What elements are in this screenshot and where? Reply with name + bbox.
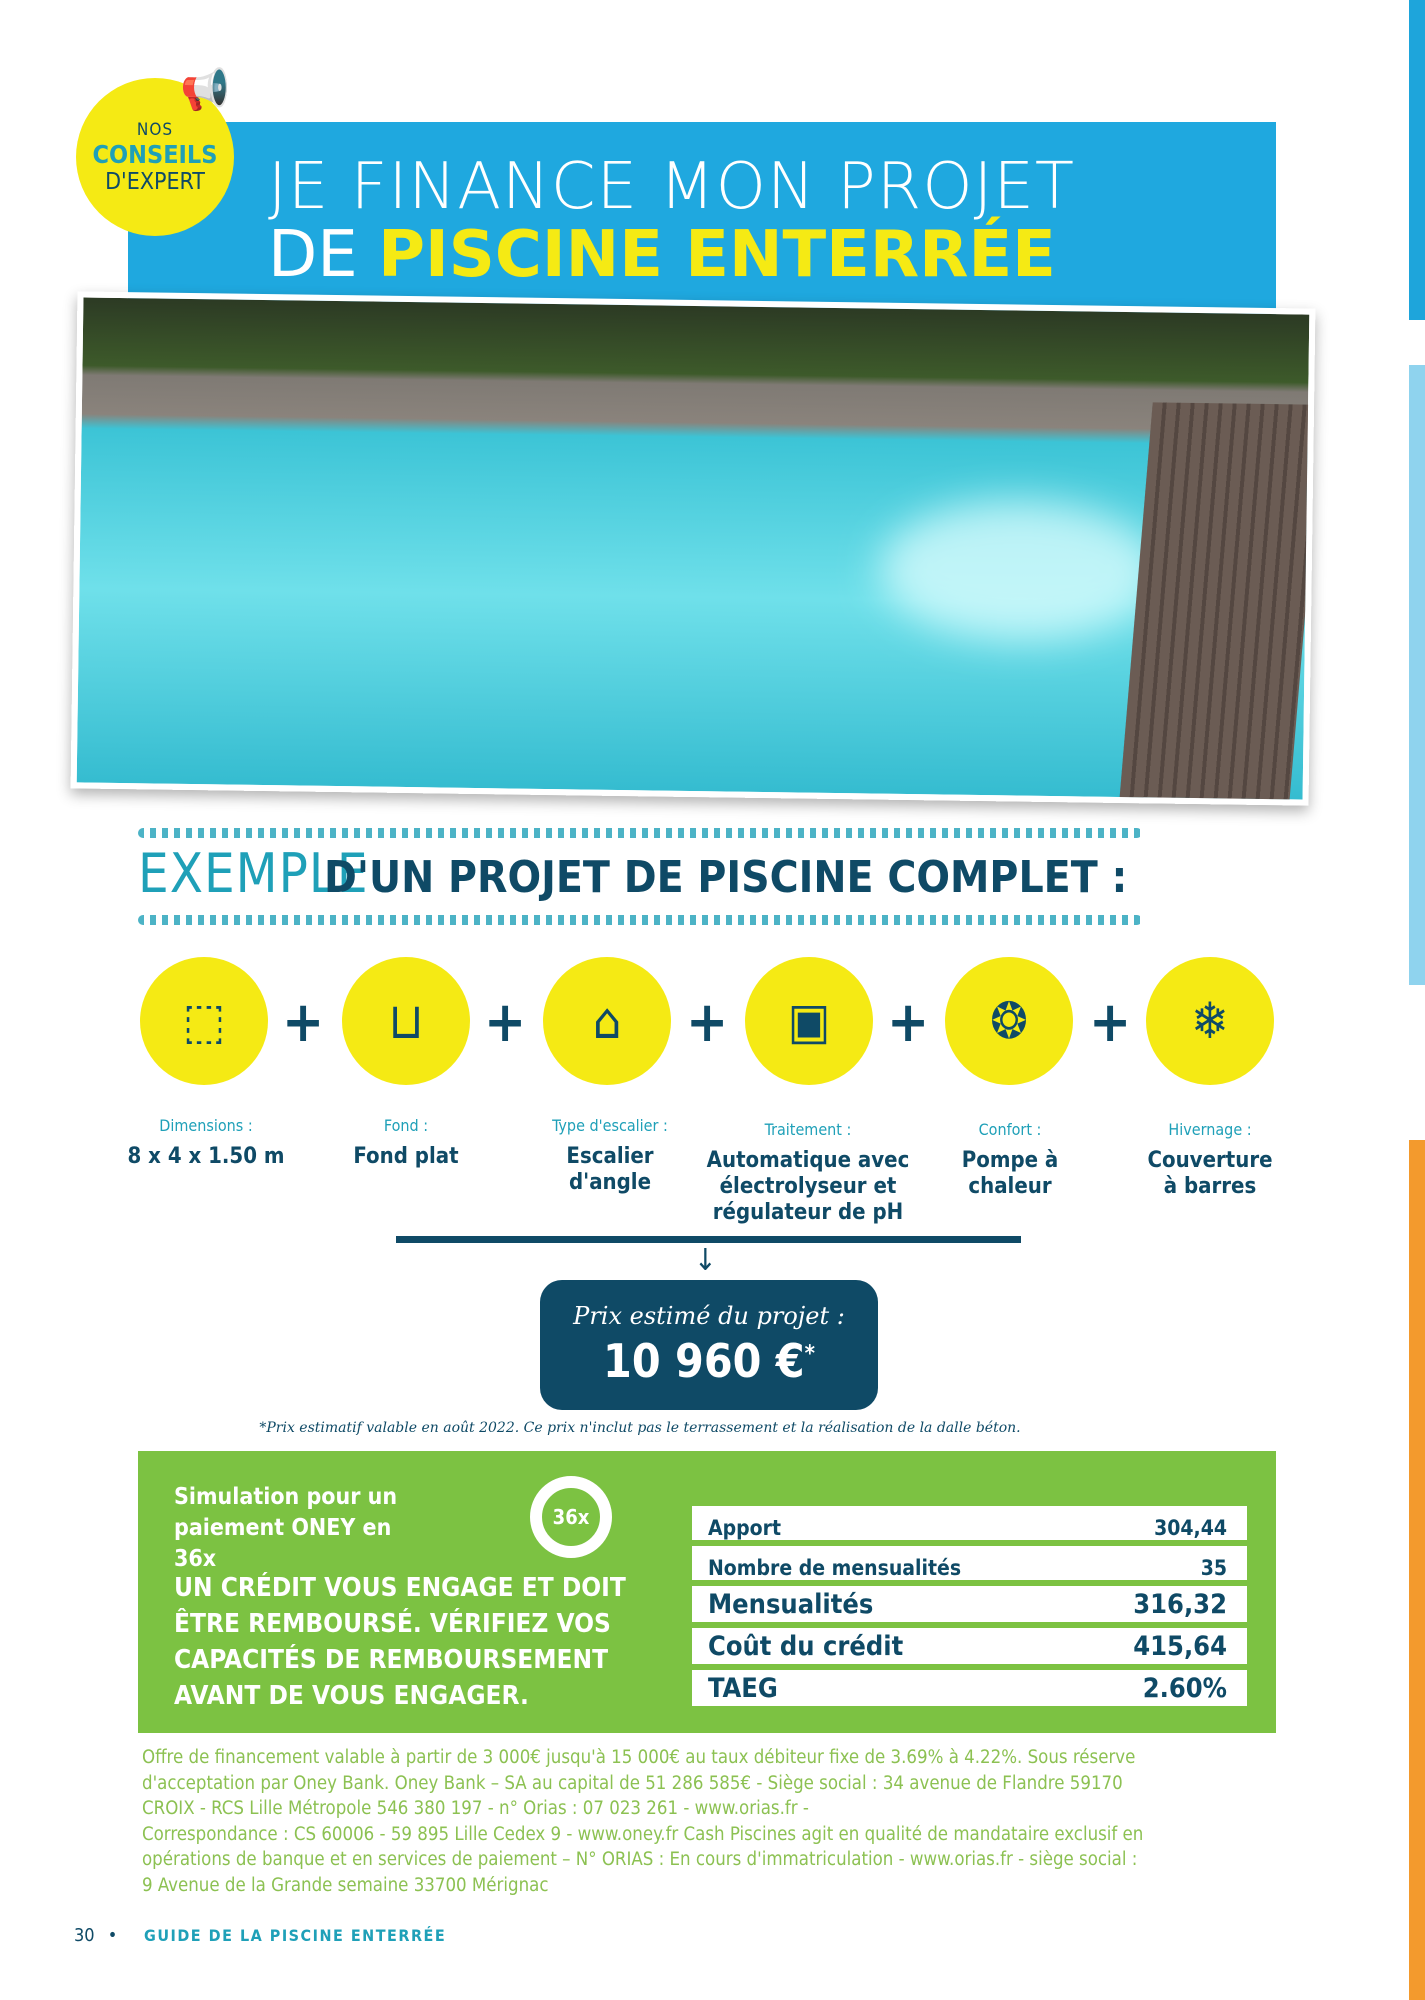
wood-deck	[1118, 402, 1316, 805]
arrow-down-icon: ↓	[694, 1243, 717, 1278]
wave-divider-top	[138, 828, 1142, 838]
item-value: Fond plat	[353, 1144, 459, 1169]
item-label: Traitement :	[764, 1120, 852, 1139]
page-number-text: 30	[74, 1925, 95, 1946]
item-label: Fond :	[383, 1116, 429, 1135]
price-label: Prix estimé du projet :	[573, 1302, 845, 1330]
wintering-icon: ❄	[1146, 957, 1274, 1085]
plus-icon: +	[686, 990, 729, 1055]
sum-line	[396, 1236, 1021, 1243]
simulation-title: Simulation pour un paiement ONEY en 36x	[174, 1484, 398, 1572]
plus-icon: +	[1089, 990, 1132, 1055]
guide-title: GUIDE DE LA PISCINE ENTERRÉE	[144, 1926, 447, 1945]
price-box	[540, 1280, 878, 1410]
installments-badge: 36x	[530, 1476, 612, 1558]
row-label: TAEG	[708, 1672, 778, 1704]
legal-line: Correspondance : CS 60006 - 59 895 Lille Cedex 9 - www.oney.fr Cash Piscines agit en qualité de mandataire exclusif en	[142, 1823, 1144, 1845]
item-label: Dimensions :	[159, 1116, 253, 1135]
badge-nos: NOS	[136, 120, 174, 140]
legal-line: Offre de financement valable à partir de 3 000€ jusqu'à 15 000€ au taux débiteur fixe de 3.69% à 4.22%. Sous réserve	[142, 1747, 1136, 1768]
item-value: 8 x 4 x 1.50 m	[127, 1144, 285, 1169]
footer-bullet: •	[107, 1925, 118, 1946]
row-value: 35	[1200, 1556, 1227, 1580]
legal-line: CROIX - RCS Lille Métropole 546 380 197 - n° Orias : 07 023 261 - www.orias.fr -	[142, 1798, 809, 1820]
item-value: Automatique avec électrolyseur et régulateur de pH	[706, 1148, 910, 1225]
row-value: 415,64	[1133, 1630, 1227, 1662]
wave-divider-bottom	[138, 915, 1142, 925]
price-value	[540, 1334, 878, 1388]
item-label: Hivernage :	[1168, 1120, 1252, 1139]
stairs-icon: ⌂	[543, 957, 671, 1085]
legal-line: opérations de banque et en services de paiement – N° ORIAS : En cours d'immatriculation - www.orias.fr - siège social :	[142, 1849, 1138, 1871]
example-script: EXEMPLE	[138, 842, 369, 905]
legal-text	[142, 1745, 1282, 1899]
title-line1: JE FINANCE MON PROJET	[268, 150, 1075, 224]
price-asterisk: *	[804, 1341, 815, 1367]
title-line2	[268, 218, 1056, 292]
edge-tab-orange	[1409, 1140, 1425, 2000]
row-label: Coût du crédit	[708, 1630, 904, 1662]
table-row	[692, 1670, 1247, 1706]
badge-expert: D'EXPERT	[105, 169, 205, 195]
item-value: Escalier d'angle	[566, 1144, 654, 1195]
row-value: 316,32	[1133, 1588, 1227, 1620]
table-row	[692, 1546, 1247, 1580]
legal-line: d'acceptation par Oney Bank. Oney Bank – SA au capital de 51 286 585€ - Siège social : 34 avenue de Flandre 59170	[142, 1772, 1123, 1794]
row-value: 304,44	[1154, 1516, 1227, 1540]
price-footnote: *Prix estimatif valable en août 2022. Ce prix n'inclut pas le terrassement et la réalisation de la dalle béton.	[259, 1420, 1021, 1436]
title-prefix: DE	[268, 218, 358, 292]
simulation-table	[692, 1506, 1247, 1712]
megaphone-icon: 📢	[180, 67, 230, 113]
page-number	[74, 1925, 117, 1946]
treatment-icon: ▣	[745, 957, 873, 1085]
legal-line: 9 Avenue de la Grande semaine 33700 Mérignac	[142, 1874, 549, 1896]
row-value: 2.60%	[1142, 1672, 1227, 1704]
pool-steps-light	[879, 499, 1161, 643]
item-label: Type d'escalier :	[552, 1116, 668, 1135]
table-row	[692, 1506, 1247, 1540]
badge-conseils: CONSEILS	[92, 140, 218, 169]
edge-tab-blue	[1409, 0, 1425, 320]
example-heading: D'UN PROJET DE PISCINE COMPLET :	[324, 852, 1128, 903]
plus-icon: +	[282, 990, 325, 1055]
edge-tab-lightblue	[1409, 365, 1425, 985]
row-label: Nombre de mensualités	[708, 1556, 962, 1580]
plus-icon: +	[484, 990, 527, 1055]
row-label: Apport	[708, 1516, 782, 1540]
table-row	[692, 1628, 1247, 1664]
item-label: Confort :	[978, 1120, 1042, 1139]
pool-bottom-icon: ⊔	[342, 957, 470, 1085]
row-label: Mensualités	[708, 1588, 874, 1620]
title-highlight: PISCINE ENTERRÉE	[378, 218, 1056, 292]
item-value: Pompe à chaleur	[961, 1148, 1059, 1199]
dimensions-icon: ⬚	[140, 957, 268, 1085]
plus-icon: +	[887, 990, 930, 1055]
price-amount: 10 960 €	[603, 1334, 805, 1388]
heat-pump-icon: ❂	[945, 957, 1073, 1085]
credit-warning: UN CRÉDIT VOUS ENGAGE ET DOIT ÊTRE REMBOURSÉ. VÉRIFIEZ VOS CAPACITÉS DE REMBOURSEMENT AVANT DE VOUS ENGAGER.	[174, 1573, 626, 1711]
item-value: Couverture à barres	[1147, 1148, 1273, 1199]
pool-photo	[71, 291, 1316, 805]
table-row	[692, 1586, 1247, 1622]
